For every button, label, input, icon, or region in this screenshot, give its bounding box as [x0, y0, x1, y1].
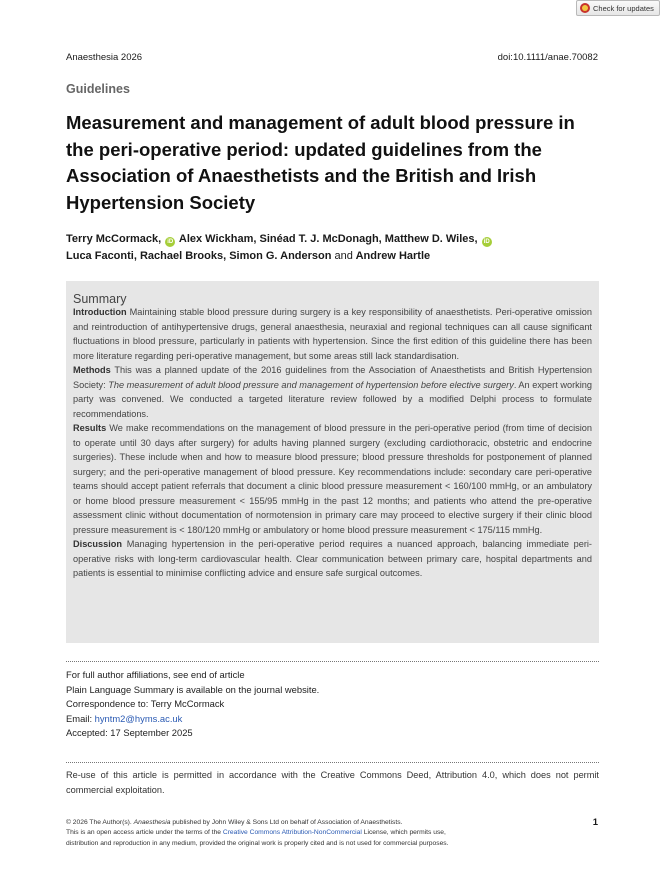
- copyright-line: [66, 818, 566, 828]
- running-header: [66, 52, 598, 63]
- methods-label: Methods: [73, 365, 111, 375]
- summary-box: [66, 281, 599, 643]
- journal-title: Anaesthesia: [133, 819, 171, 826]
- methods-text: This was a planned update of the 2016 guidelines from the Association of Anaesthetists and British Hypertension Society:: [73, 365, 592, 390]
- correspondence: Correspondence to: Terry McCormack: [66, 698, 225, 709]
- methods-text: . An expert working party was convened. We conducted a targeted literature review followed by a modified Delphi process to formulate recommendations.: [73, 379, 592, 419]
- results-text: We make recommendations on the management of blood pressure in the peri-operative period (from time of decision to operate until 30 days after surgery) for adults having planned surgery (excluding cardiothoracic, obstetric and endocrine surgeries). These include when and how to measure blood pressure; blood pressure thresholds for postponement of planned surgery; and the peri-operative management of blood pressure. Key recommendations include: secondary care peri-operative teams should accept patient referrals that document a clinic blood pressure measurement < 160/100 mmHg, or an ambulatory or home blood pressure measurement < 155/95 mmHg in the past 12 months; and patients who attend the pre-operative assessment clinic without documentation of normotension in primary care may proceed to elective surgery if their clinic blood pressure measurement is < 180/120 mmHg or ambulatory or home blood pressure measurement < 175/115 mmHg.: [73, 423, 592, 535]
- license-text: This is an open access article under the terms of the: [66, 829, 222, 837]
- affiliations-note: For full author affiliations, see end of article: [66, 669, 245, 680]
- footer-license: [66, 818, 566, 849]
- author-name: Luca Faconti, Rachael Brooks, Simon G. Anderson: [66, 249, 332, 262]
- plain-language-note: Plain Language Summary is available on the journal website.: [66, 683, 320, 695]
- author-list: [66, 231, 606, 264]
- accepted-date: Accepted: 17 September 2025: [66, 727, 193, 738]
- journal-name: Anaesthesia 2026: [66, 52, 143, 63]
- check-for-updates-button[interactable]: [576, 0, 660, 16]
- discussion-text: Managing hypertension in the peri-operative period requires a nuanced approach, balancing immediate peri-operative risks with long-term cardiovascular health. Clear communication between primary care, hospital departments and patients is essential to minimise conflicting advice and ensure safe surgical outcomes.: [73, 539, 592, 578]
- license-line: distribution and reproduction in any medium, provided the original work is properly cited and is not used for commercial purposes.: [66, 839, 449, 847]
- article-info: [66, 668, 319, 741]
- summary-introduction: [73, 305, 592, 363]
- results-label: Results: [73, 423, 107, 433]
- summary-results: [73, 421, 592, 537]
- license-link[interactable]: Creative Commons Attribution-NonCommercial: [222, 829, 362, 837]
- doi: doi:10.1111/anae.70082: [497, 52, 598, 63]
- check-for-updates-label: Check for updates: [593, 3, 654, 13]
- orcid-icon[interactable]: iD: [483, 239, 490, 245]
- author-conjunction: and: [334, 249, 353, 262]
- cited-guideline-title: The measurement of adult blood pressure and management of hypertension before elective surgery: [108, 379, 514, 390]
- crossmark-icon: [580, 3, 590, 13]
- discussion-label: Discussion: [73, 539, 123, 549]
- reuse-statement: Re-use of this article is permitted in accordance with the Creative Commons Deed, Attribution 4.0, which does not permit commercial exploitation.: [66, 770, 599, 795]
- page-number: 1: [592, 817, 598, 828]
- divider: [66, 661, 599, 662]
- divider: [66, 762, 599, 763]
- email-label: Email:: [66, 712, 93, 724]
- email-line: [66, 712, 319, 727]
- license-line: [66, 828, 566, 838]
- introduction-text: Maintaining stable blood pressure during surgery is a key responsibility of anaesthetists. Peri-operative omission and reintroduction of antihypertensive drugs, general anaesthesia, neuraxial and regional techniques can all cause significant fluctuations in blood pressure, particularly in patients with hypertension. Since the first edition of this guideline there has been more literature regarding peri-operative management, but some areas still lack standardisation.: [73, 307, 592, 361]
- article-title: Measurement and management of adult blood pressure in the peri-operative period: updated guidelines from the Association of Anaesthetists and the British and Irish Hypertension Society: [66, 112, 575, 213]
- orcid-icon[interactable]: iD: [167, 239, 174, 245]
- author-name: Andrew Hartle: [355, 249, 431, 262]
- copyright-text: published by John Wiley & Sons Ltd on behalf of Association of Anaesthetists.: [172, 819, 403, 826]
- summary-discussion: [73, 537, 592, 581]
- author-name: Alex Wickham, Sinéad T. J. McDonagh, Matthew D. Wiles,: [178, 233, 478, 245]
- section-label: Guidelines: [66, 82, 130, 96]
- author-name: Terry McCormack,: [66, 233, 162, 245]
- email-link[interactable]: hyntm2@hyms.ac.uk: [94, 712, 183, 724]
- license-text: License, which permits use,: [363, 829, 446, 837]
- copyright-text: © 2026 The Author(s).: [66, 819, 132, 826]
- introduction-label: Introduction: [73, 307, 127, 317]
- summary-heading: Summary: [73, 292, 127, 306]
- summary-methods: [73, 363, 592, 421]
